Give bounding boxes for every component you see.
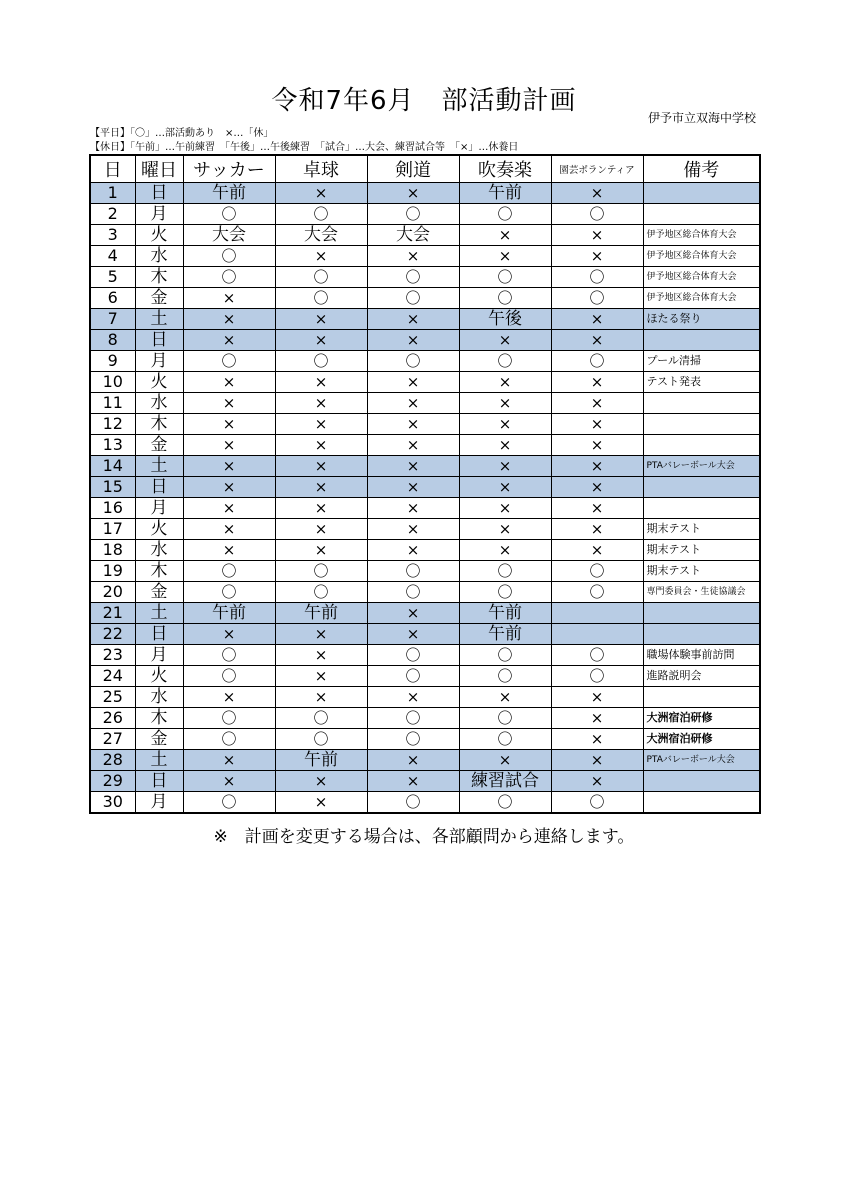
table-row — [90, 288, 760, 309]
soccer-cell: × — [183, 456, 275, 477]
weekday-cell: 金 — [135, 288, 183, 309]
kendo-cell: × — [367, 750, 459, 771]
table-tennis-cell: × — [275, 183, 367, 204]
garden-volunteer-cell: 〇 — [551, 645, 643, 666]
day-cell: 11 — [90, 393, 135, 414]
note-cell: 伊予地区総合体育大会 — [643, 267, 760, 288]
note-cell: 伊予地区総合体育大会 — [643, 246, 760, 267]
table-tennis-cell: × — [275, 309, 367, 330]
table-tennis-cell: 〇 — [275, 267, 367, 288]
brass-band-cell: × — [459, 246, 551, 267]
note-cell — [643, 393, 760, 414]
note-cell: PTAバレーボール大会 — [643, 750, 760, 771]
kendo-cell: × — [367, 414, 459, 435]
day-cell: 29 — [90, 771, 135, 792]
garden-volunteer-cell: × — [551, 456, 643, 477]
kendo-cell: × — [367, 330, 459, 351]
weekday-cell: 月 — [135, 645, 183, 666]
day-cell: 23 — [90, 645, 135, 666]
day-cell: 19 — [90, 561, 135, 582]
kendo-cell: × — [367, 309, 459, 330]
brass-band-cell: 午前 — [459, 624, 551, 645]
table-row — [90, 540, 760, 561]
day-cell: 13 — [90, 435, 135, 456]
soccer-cell: 〇 — [183, 666, 275, 687]
note-cell — [643, 204, 760, 225]
brass-band-cell: × — [459, 540, 551, 561]
table-row — [90, 246, 760, 267]
note-cell: 進路説明会 — [643, 666, 760, 687]
weekday-cell: 金 — [135, 435, 183, 456]
weekday-cell: 日 — [135, 183, 183, 204]
day-cell: 15 — [90, 477, 135, 498]
table-tennis-cell: × — [275, 645, 367, 666]
table-tennis-cell: × — [275, 792, 367, 814]
note-cell: 職場体験事前訪問 — [643, 645, 760, 666]
kendo-cell: 〇 — [367, 267, 459, 288]
day-cell: 12 — [90, 414, 135, 435]
table-tennis-cell: × — [275, 435, 367, 456]
brass-band-cell: 午後 — [459, 309, 551, 330]
table-tennis-cell: 午前 — [275, 603, 367, 624]
brass-band-cell: × — [459, 372, 551, 393]
legend-holiday: 【休日】「午前」…午前練習 「午後」…午後練習 「試合」…大会、練習試合等 「×」…休養日 — [90, 142, 519, 153]
day-cell: 7 — [90, 309, 135, 330]
brass-band-cell: × — [459, 225, 551, 246]
table-row — [90, 351, 760, 372]
soccer-cell: 〇 — [183, 561, 275, 582]
table-row — [90, 645, 760, 666]
day-cell: 3 — [90, 225, 135, 246]
table-row — [90, 330, 760, 351]
soccer-cell: 〇 — [183, 792, 275, 814]
weekday-cell: 月 — [135, 792, 183, 814]
soccer-cell: × — [183, 372, 275, 393]
garden-volunteer-cell: × — [551, 435, 643, 456]
brass-band-cell: 練習試合 — [459, 771, 551, 792]
table-tennis-cell: × — [275, 372, 367, 393]
soccer-cell: × — [183, 687, 275, 708]
weekday-cell: 金 — [135, 582, 183, 603]
garden-volunteer-cell — [551, 624, 643, 645]
table-row — [90, 792, 760, 814]
garden-volunteer-cell: 〇 — [551, 204, 643, 225]
table-tennis-cell: 〇 — [275, 288, 367, 309]
day-cell: 25 — [90, 687, 135, 708]
note-cell: ほたる祭り — [643, 309, 760, 330]
kendo-cell: × — [367, 435, 459, 456]
day-cell: 18 — [90, 540, 135, 561]
day-cell: 6 — [90, 288, 135, 309]
garden-volunteer-cell: 〇 — [551, 288, 643, 309]
note-cell: 期末テスト — [643, 519, 760, 540]
weekday-cell: 木 — [135, 414, 183, 435]
garden-volunteer-cell: × — [551, 519, 643, 540]
brass-band-cell: 〇 — [459, 792, 551, 814]
weekday-cell: 月 — [135, 351, 183, 372]
garden-volunteer-cell: × — [551, 729, 643, 750]
kendo-cell: × — [367, 372, 459, 393]
weekday-cell: 日 — [135, 477, 183, 498]
garden-volunteer-cell: × — [551, 225, 643, 246]
brass-band-cell: × — [459, 687, 551, 708]
header-notes: 備考 — [643, 155, 760, 183]
weekday-cell: 水 — [135, 393, 183, 414]
soccer-cell: × — [183, 750, 275, 771]
day-cell: 27 — [90, 729, 135, 750]
note-cell: PTAバレーボール大会 — [643, 456, 760, 477]
garden-volunteer-cell: 〇 — [551, 267, 643, 288]
garden-volunteer-cell: × — [551, 498, 643, 519]
garden-volunteer-cell: × — [551, 309, 643, 330]
header-weekday: 曜日 — [135, 155, 183, 183]
day-cell: 21 — [90, 603, 135, 624]
kendo-cell: 〇 — [367, 645, 459, 666]
soccer-cell: 〇 — [183, 267, 275, 288]
brass-band-cell: 〇 — [459, 666, 551, 687]
soccer-cell: × — [183, 393, 275, 414]
garden-volunteer-cell: 〇 — [551, 666, 643, 687]
day-cell: 28 — [90, 750, 135, 771]
kendo-cell: 〇 — [367, 561, 459, 582]
weekday-cell: 木 — [135, 561, 183, 582]
table-row — [90, 267, 760, 288]
table-tennis-cell: × — [275, 687, 367, 708]
kendo-cell: 大会 — [367, 225, 459, 246]
kendo-cell: 〇 — [367, 288, 459, 309]
soccer-cell: 〇 — [183, 246, 275, 267]
header-brass-band: 吹奏楽 — [459, 155, 551, 183]
brass-band-cell: × — [459, 519, 551, 540]
day-cell: 20 — [90, 582, 135, 603]
day-cell: 10 — [90, 372, 135, 393]
note-cell: プール清掃 — [643, 351, 760, 372]
soccer-cell: 〇 — [183, 351, 275, 372]
table-row — [90, 603, 760, 624]
school-name: 伊予市立双海中学校 — [647, 111, 756, 125]
table-tennis-cell: 〇 — [275, 708, 367, 729]
brass-band-cell: × — [459, 435, 551, 456]
kendo-cell: 〇 — [367, 708, 459, 729]
soccer-cell: 午前 — [183, 183, 275, 204]
table-row — [90, 225, 760, 246]
brass-band-cell: 〇 — [459, 582, 551, 603]
header-soccer: サッカー — [183, 155, 275, 183]
soccer-cell: × — [183, 519, 275, 540]
table-tennis-cell: × — [275, 456, 367, 477]
weekday-cell: 木 — [135, 708, 183, 729]
soccer-cell: 〇 — [183, 582, 275, 603]
table-tennis-cell: × — [275, 498, 367, 519]
garden-volunteer-cell: × — [551, 183, 643, 204]
note-cell: 期末テスト — [643, 540, 760, 561]
weekday-cell: 火 — [135, 666, 183, 687]
soccer-cell: 午前 — [183, 603, 275, 624]
table-tennis-cell: 午前 — [275, 750, 367, 771]
brass-band-cell: 〇 — [459, 351, 551, 372]
table-row — [90, 582, 760, 603]
kendo-cell: × — [367, 183, 459, 204]
table-tennis-cell: 〇 — [275, 204, 367, 225]
kendo-cell: × — [367, 687, 459, 708]
page-title: 令和7年6月 部活動計画 — [271, 86, 577, 116]
brass-band-cell: 〇 — [459, 267, 551, 288]
soccer-cell: × — [183, 498, 275, 519]
note-cell — [643, 414, 760, 435]
day-cell: 8 — [90, 330, 135, 351]
garden-volunteer-cell: 〇 — [551, 351, 643, 372]
header-table-tennis: 卓球 — [275, 155, 367, 183]
table-tennis-cell: 〇 — [275, 351, 367, 372]
table-row — [90, 519, 760, 540]
table-tennis-cell: × — [275, 540, 367, 561]
weekday-cell: 土 — [135, 750, 183, 771]
table-row — [90, 477, 760, 498]
brass-band-cell: 〇 — [459, 204, 551, 225]
kendo-cell: × — [367, 603, 459, 624]
day-cell: 4 — [90, 246, 135, 267]
kendo-cell: 〇 — [367, 204, 459, 225]
weekday-cell: 水 — [135, 246, 183, 267]
note-cell — [643, 435, 760, 456]
note-cell — [643, 330, 760, 351]
garden-volunteer-cell: 〇 — [551, 582, 643, 603]
table-tennis-cell: × — [275, 414, 367, 435]
table-tennis-cell: 〇 — [275, 582, 367, 603]
kendo-cell: × — [367, 771, 459, 792]
brass-band-cell: × — [459, 498, 551, 519]
kendo-cell: 〇 — [367, 351, 459, 372]
table-row — [90, 708, 760, 729]
note-cell — [643, 498, 760, 519]
note-cell — [643, 792, 760, 814]
kendo-cell: × — [367, 498, 459, 519]
footnote: ※ 計画を変更する場合は、各部顧問から連絡します。 — [213, 827, 635, 847]
garden-volunteer-cell: × — [551, 687, 643, 708]
soccer-cell: 大会 — [183, 225, 275, 246]
day-cell: 16 — [90, 498, 135, 519]
header-kendo: 剣道 — [367, 155, 459, 183]
brass-band-cell: × — [459, 393, 551, 414]
note-cell — [643, 603, 760, 624]
garden-volunteer-cell: × — [551, 414, 643, 435]
garden-volunteer-cell: × — [551, 372, 643, 393]
weekday-cell: 金 — [135, 729, 183, 750]
legend-weekday: 【平日】「〇」…部活動あり ×…「休」 — [90, 128, 274, 139]
kendo-cell: 〇 — [367, 666, 459, 687]
table-row — [90, 435, 760, 456]
brass-band-cell: 〇 — [459, 729, 551, 750]
soccer-cell: × — [183, 477, 275, 498]
table-row — [90, 372, 760, 393]
kendo-cell: 〇 — [367, 582, 459, 603]
table-row — [90, 414, 760, 435]
soccer-cell: 〇 — [183, 645, 275, 666]
brass-band-cell: × — [459, 330, 551, 351]
garden-volunteer-cell: × — [551, 393, 643, 414]
kendo-cell: × — [367, 477, 459, 498]
table-row — [90, 183, 760, 204]
table-tennis-cell: × — [275, 330, 367, 351]
soccer-cell: × — [183, 771, 275, 792]
day-cell: 30 — [90, 792, 135, 814]
table-tennis-cell: 大会 — [275, 225, 367, 246]
weekday-cell: 土 — [135, 603, 183, 624]
garden-volunteer-cell: × — [551, 540, 643, 561]
brass-band-cell: 〇 — [459, 561, 551, 582]
day-cell: 17 — [90, 519, 135, 540]
kendo-cell: 〇 — [367, 729, 459, 750]
weekday-cell: 月 — [135, 498, 183, 519]
garden-volunteer-cell: × — [551, 477, 643, 498]
weekday-cell: 土 — [135, 456, 183, 477]
table-row — [90, 771, 760, 792]
soccer-cell: × — [183, 309, 275, 330]
day-cell: 5 — [90, 267, 135, 288]
note-cell — [643, 183, 760, 204]
day-cell: 2 — [90, 204, 135, 225]
table-row — [90, 204, 760, 225]
soccer-cell: × — [183, 435, 275, 456]
day-cell: 22 — [90, 624, 135, 645]
table-tennis-cell: × — [275, 246, 367, 267]
soccer-cell: × — [183, 288, 275, 309]
table-tennis-cell: 〇 — [275, 561, 367, 582]
header-day: 日 — [90, 155, 135, 183]
note-cell: 伊予地区総合体育大会 — [643, 225, 760, 246]
table-tennis-cell: × — [275, 393, 367, 414]
table-row — [90, 309, 760, 330]
kendo-cell: × — [367, 393, 459, 414]
garden-volunteer-cell: × — [551, 708, 643, 729]
garden-volunteer-cell: × — [551, 246, 643, 267]
weekday-cell: 木 — [135, 267, 183, 288]
note-cell — [643, 477, 760, 498]
garden-volunteer-cell: 〇 — [551, 561, 643, 582]
kendo-cell: × — [367, 246, 459, 267]
brass-band-cell: 午前 — [459, 183, 551, 204]
table-row — [90, 393, 760, 414]
note-cell: 専門委員会・生徒協議会 — [643, 582, 760, 603]
note-cell: 期末テスト — [643, 561, 760, 582]
day-cell: 14 — [90, 456, 135, 477]
table-row — [90, 498, 760, 519]
soccer-cell: 〇 — [183, 708, 275, 729]
note-cell: 大洲宿泊研修 — [643, 729, 760, 750]
soccer-cell: × — [183, 540, 275, 561]
weekday-cell: 月 — [135, 204, 183, 225]
weekday-cell: 日 — [135, 624, 183, 645]
brass-band-cell: × — [459, 456, 551, 477]
soccer-cell: × — [183, 414, 275, 435]
table-tennis-cell: × — [275, 771, 367, 792]
kendo-cell: × — [367, 456, 459, 477]
brass-band-cell: × — [459, 477, 551, 498]
note-cell: 大洲宿泊研修 — [643, 708, 760, 729]
brass-band-cell: 午前 — [459, 603, 551, 624]
header-garden-volunteer: 園芸ボランティア — [551, 155, 643, 183]
soccer-cell: × — [183, 624, 275, 645]
weekday-cell: 火 — [135, 372, 183, 393]
note-cell: テスト発表 — [643, 372, 760, 393]
weekday-cell: 火 — [135, 519, 183, 540]
garden-volunteer-cell: × — [551, 771, 643, 792]
soccer-cell: 〇 — [183, 729, 275, 750]
table-tennis-cell: × — [275, 519, 367, 540]
table-tennis-cell: × — [275, 624, 367, 645]
kendo-cell: 〇 — [367, 792, 459, 814]
table-header-row — [90, 155, 760, 183]
kendo-cell: × — [367, 540, 459, 561]
brass-band-cell: 〇 — [459, 708, 551, 729]
note-cell: 伊予地区総合体育大会 — [643, 288, 760, 309]
weekday-cell: 日 — [135, 330, 183, 351]
table-row — [90, 750, 760, 771]
weekday-cell: 日 — [135, 771, 183, 792]
table-tennis-cell: × — [275, 477, 367, 498]
brass-band-cell: 〇 — [459, 288, 551, 309]
weekday-cell: 火 — [135, 225, 183, 246]
table-row — [90, 561, 760, 582]
table-tennis-cell: 〇 — [275, 729, 367, 750]
kendo-cell: × — [367, 519, 459, 540]
weekday-cell: 水 — [135, 687, 183, 708]
kendo-cell: × — [367, 624, 459, 645]
garden-volunteer-cell — [551, 603, 643, 624]
day-cell: 26 — [90, 708, 135, 729]
day-cell: 24 — [90, 666, 135, 687]
note-cell — [643, 771, 760, 792]
table-row — [90, 729, 760, 750]
table-row — [90, 624, 760, 645]
activity-plan-table — [89, 154, 761, 814]
garden-volunteer-cell: × — [551, 330, 643, 351]
garden-volunteer-cell: × — [551, 750, 643, 771]
table-row — [90, 666, 760, 687]
brass-band-cell: × — [459, 750, 551, 771]
weekday-cell: 土 — [135, 309, 183, 330]
brass-band-cell: × — [459, 414, 551, 435]
day-cell: 9 — [90, 351, 135, 372]
table-row — [90, 456, 760, 477]
weekday-cell: 水 — [135, 540, 183, 561]
brass-band-cell: 〇 — [459, 645, 551, 666]
soccer-cell: 〇 — [183, 204, 275, 225]
note-cell — [643, 624, 760, 645]
table-tennis-cell: × — [275, 666, 367, 687]
table-row — [90, 687, 760, 708]
day-cell: 1 — [90, 183, 135, 204]
garden-volunteer-cell: 〇 — [551, 792, 643, 814]
note-cell — [643, 687, 760, 708]
soccer-cell: × — [183, 330, 275, 351]
